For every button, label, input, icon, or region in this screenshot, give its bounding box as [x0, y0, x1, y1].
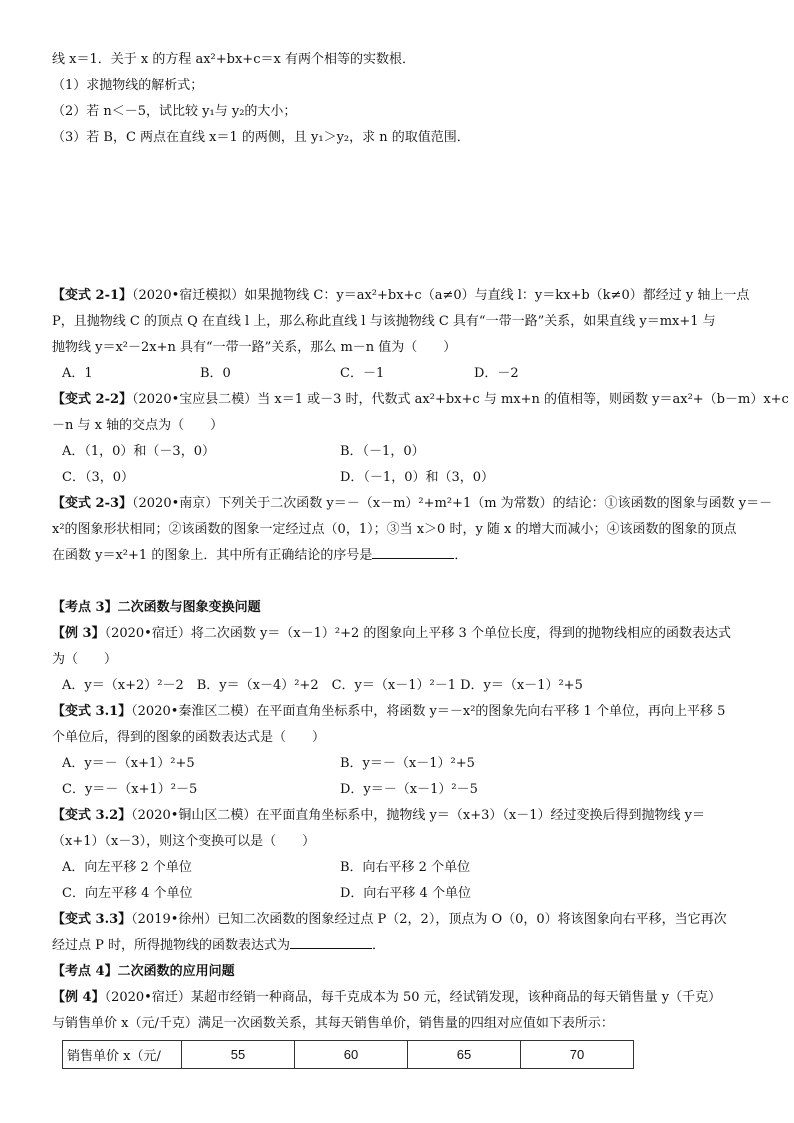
variant-2-2-option-a: A．（1，0）和（－3，0）: [62, 444, 215, 459]
section-4-title: 【考点 4】二次函数的应用问题: [52, 964, 235, 979]
variant-2-1-line-3: 抛物线 y＝x²－2x+n 具有“一带一路”关系，那么 m－n 值为（ ）: [52, 340, 457, 355]
table-header-cell: 销售单价 x（元/: [63, 1041, 182, 1069]
example-4-tag: 【例 4】: [52, 990, 105, 1005]
table-cell: 70: [521, 1041, 634, 1069]
variant-3-3-text-2: 经过点 P 时，所得抛物线的函数表达式为: [52, 938, 291, 953]
price-table: [62, 1040, 634, 1069]
question-2: （2）若 n＜－5，试比较 y₁与 y₂的大小；: [52, 104, 297, 119]
variant-2-1-option-a: A．1: [62, 366, 93, 381]
variant-2-3-end: ．: [454, 548, 468, 563]
table-cell: 55: [182, 1041, 295, 1069]
example-3-line-1: [52, 624, 731, 644]
variant-3-3-tag: 【变式 3.3】: [52, 912, 132, 927]
variant-2-3-text-3: 在函数 y＝x²+1 的图象上．其中所有正确结论的序号是: [52, 548, 373, 563]
variant-3-2-option-b: B．向右平移 2 个单位: [340, 860, 471, 875]
section-3-title: 【考点 3】二次函数与图象变换问题: [52, 600, 261, 615]
variant-2-3-line-1: [52, 494, 772, 514]
variant-2-2-option-d: D．（－1，0）和（3，0）: [340, 470, 495, 485]
variant-3-3-text: （2019•徐州）已知二次函数的图象经过点 P（2，2），顶点为 O（0，0）将该图象向右平移，当它再次: [131, 912, 727, 927]
example-4-line-1: [52, 988, 721, 1008]
variant-2-3-line-2: x²的图象形状相同；②该函数的图象一定经过点（0，1）；③当 x＞0 时，y 随 x 的增大而减小；④该函数的图象的顶点: [52, 522, 737, 537]
variant-2-1-option-b: B．0: [200, 366, 231, 381]
table-row: [63, 1041, 634, 1069]
variant-2-1-option-c: C．－1: [340, 366, 385, 381]
example-4-text: （2020•宿迁）某超市经销一种商品，每千克成本为 50 元，经试销发现，该种商品的每天销售量 y（千克）: [104, 990, 722, 1005]
answer-blank[interactable]: [290, 936, 372, 949]
variant-3-2-tag: 【变式 3.2】: [52, 808, 132, 823]
variant-2-3-tag: 【变式 2-3】: [52, 496, 133, 511]
question-1: （1）求抛物线的解析式；: [52, 78, 204, 93]
variant-3-2-text: （2020•铜山区二模）在平面直角坐标系中，抛物线 y＝（x+3）（x－1）经过变换后得到抛物线 y＝: [131, 808, 705, 823]
variant-3-1-line-2: 个单位后，得到的图象的函数表达式是（ ）: [52, 730, 326, 745]
variant-3-1-line-1: [52, 702, 725, 722]
table-cell: 65: [408, 1041, 521, 1069]
variant-3-1-option-c: C．y＝－（x+1）²－5: [62, 782, 198, 797]
variant-2-3-text: （2020•南京）下列关于二次函数 y＝－（x－m）²+m²+1（m 为常数）的结论：①该函数的图象与函数 y＝－: [132, 496, 773, 511]
variant-2-2-line-2: －n 与 x 轴的交点为（ ）: [52, 418, 224, 433]
question-3: （3）若 B，C 两点在直线 x＝1 的两侧，且 y₁＞y₂，求 n 的取值范围．: [52, 130, 470, 145]
variant-2-2-option-c: C．（3，0）: [62, 470, 134, 485]
variant-3-3-end: ．: [372, 938, 386, 953]
example-4-line-2: 与销售单价 x（元/千克）满足一次函数关系，其每天销售单价，销售量的四组对应值如下表所示：: [52, 1016, 614, 1031]
variant-2-1-line-1: [52, 286, 749, 306]
answer-blank[interactable]: [372, 546, 454, 559]
variant-2-2-tag: 【变式 2-2】: [52, 392, 133, 407]
variant-2-2-option-b: B．（－1，0）: [340, 444, 425, 459]
variant-3-2-option-a: A．向左平移 2 个单位: [62, 860, 192, 875]
variant-3-1-tag: 【变式 3.1】: [52, 704, 132, 719]
intro-line: 线 x＝1．关于 x 的方程 ax²+bx+c＝x 有两个相等的实数根．: [52, 52, 415, 67]
variant-2-1-line-2: P，且抛物线 C 的顶点 Q 在直线 l 上，那么称此直线 l 与该抛物线 C 具有“一带一路”关系，如果直线 y＝mx+1 与: [52, 314, 716, 329]
variant-3-2-line-2: （x+1）（x－3），则这个变换可以是（ ）: [52, 834, 316, 849]
variant-3-2-option-d: D．向右平移 4 个单位: [340, 886, 471, 901]
variant-3-2-option-c: C．向左平移 4 个单位: [62, 886, 193, 901]
variant-2-2-text: （2020•宝应县二模）当 x＝1 或－3 时，代数式 ax²+bx+c 与 mx+n 的值相等，则函数 y＝ax²+（b－m）x+c: [132, 392, 789, 407]
variant-3-2-line-1: [52, 806, 705, 826]
variant-2-1-text: （2020•宿迁模拟）如果抛物线 C：y＝ax²+bx+c（a≠0）与直线 l：y＝kx+b（k≠0）都经过 y 轴上一点: [132, 288, 750, 303]
example-3-tag: 【例 3】: [52, 626, 105, 641]
variant-2-1-tag: 【变式 2-1】: [52, 288, 133, 303]
variant-3-1-option-d: D．y＝－（x－1）²－5: [340, 782, 478, 797]
variant-3-1-option-b: B．y＝－（x－1）²+5: [340, 756, 475, 771]
variant-3-1-option-a: A．y＝－（x+1）²+5: [62, 756, 195, 771]
variant-3-3-line-2: [52, 936, 385, 956]
variant-2-3-line-3: [52, 546, 467, 566]
example-3-text: （2020•宿迁）将二次函数 y＝（x－1）²+2 的图象向上平移 3 个单位长度，得到的抛物线相应的函数表达式: [104, 626, 731, 641]
table-cell: 60: [295, 1041, 408, 1069]
variant-2-1-option-d: D．－2: [474, 366, 519, 381]
variant-3-1-text: （2020•秦淮区二模）在平面直角坐标系中，将函数 y＝－x²的图象先向右平移 1 个单位，再向上平移 5: [131, 704, 726, 719]
example-3-line-2: 为（ ）: [52, 652, 118, 667]
example-3-options: A．y＝（x+2）²－2 B．y＝（x－4）²+2 C．y＝（x－1）²－1 D．y＝（x－1）²+5: [62, 678, 583, 693]
variant-3-3-line-1: [52, 910, 727, 930]
variant-2-2-line-1: [52, 390, 789, 410]
